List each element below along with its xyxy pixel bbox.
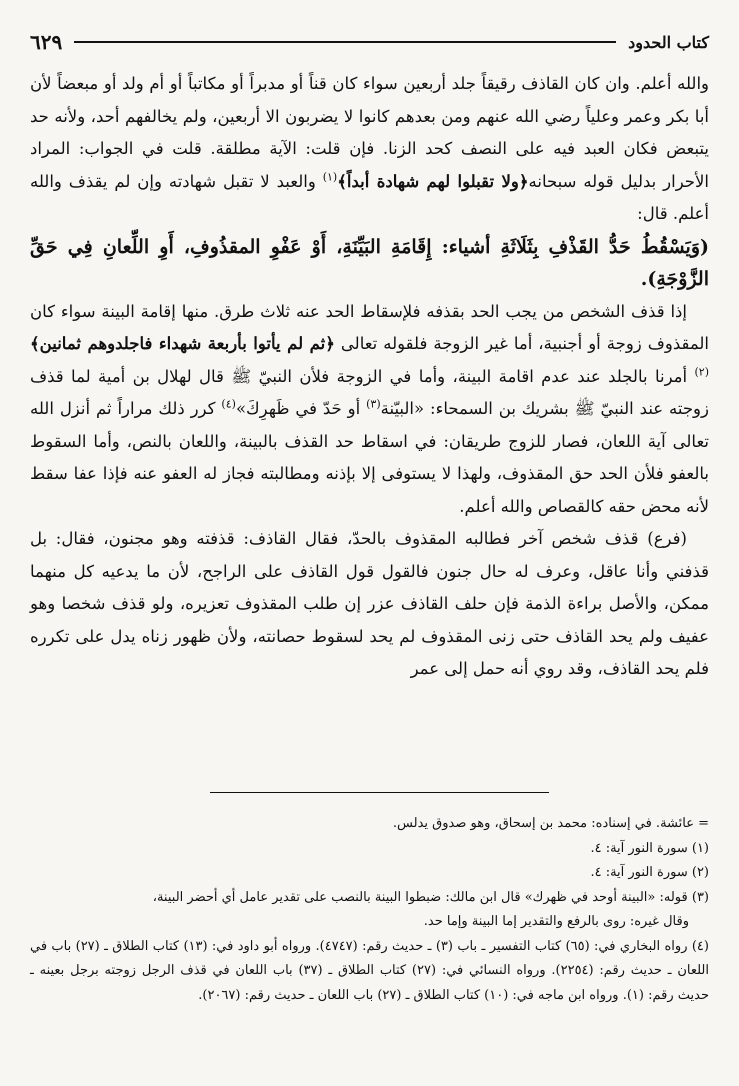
footnote-3: (٣) قوله: «البينة أوحد في ظهرك» قال ابن مالك: ضبطوا البينة بالنصب على تقدير عامل أي أحضر البينة، (152, 889, 709, 905)
footnotes (30, 812, 709, 1008)
p1-tail: والعبد لا تقبل شهادته وإن لم يقذف والله أعلم. قال: (30, 171, 709, 223)
paragraph-1 (30, 68, 709, 231)
paragraph-2 (30, 296, 709, 524)
quran-verse: ﴿ثم لم يأتوا بأربعة شهداء فاجلدوهم ثمانين﴾ (30, 334, 335, 353)
p2-text-a: إذا قذف الشخص من يجب الحد بقذفه فلإسقاط الحد عنه ثلاث طرق. منها إقامة البينة سواء كان المقذوف زوجة أو أجنبية، أما غير الزوجة فلقوله تعالى (30, 301, 709, 353)
p2-text-d: كرر ذلك مراراً ثم أنزل الله تعالى آية اللعان، فصار للزوج طريقان: في اسقاط حد القذف بالبينة، واللعان بالنص، وأما السقوط بالعفو فلأن الحد حق المقذوف، ولهذا لا يستوفى إلا بإذنه ومطالبته فجاز له العفو عنه فإذا عفا سقط لأنه محض حقه كالقصاص والله أعلم. (30, 399, 709, 516)
footnote-ref: (١) (322, 170, 338, 183)
p2-text-b: أمرنا بالجلد عند عدم اقامة البينة، وأما في الزوجة فلأن النبيّ ﷺ قال لهلال بن أمية لما قذف زوجته عند النبيّ ﷺ بشريك بن السمحاء: «البيّنة (30, 366, 709, 418)
footnote-1: (١) سورة النور آية: ٤. (590, 840, 709, 856)
p2-text-c: أو حَدّ في ظَهرِكَ» (235, 399, 367, 418)
footnote-ref: (٣) (366, 397, 381, 411)
page-number: ٦٢٩ (30, 30, 63, 54)
footnote-4: (٤) رواه البخاري في: (٦٥) كتاب التفسير ـ باب (٣) ـ حديث رقم: (٤٧٤٧). ورواه أبو داود في: (١٣) كتاب الطلاق ـ (٢٧) باب في اللعان ـ حديث رقم: (٢٢٥٤). ورواه النسائي في: (٢٧) كتاب الطلاق ـ (٣٧) باب اللعان في قذف الرجل زوجته برجل بعينه ـ حديث رقم: (١). ورواه ابن ماجه في: (١٠) كتاب الطلاق ـ (٢٧) باب اللعان ـ حديث رقم: (٢٠٦٧). (30, 938, 710, 1003)
footnote-2: (٢) سورة النور آية: ٤. (590, 865, 709, 880)
header-rule (74, 41, 616, 43)
quran-verse: ﴿ولا تقبلوا لهم شهادة أبداً﴾ (337, 171, 529, 191)
footnote-continued: = عائشة. في إسناده: محمد بن إسحاق، وهو صدوق يدلس. (392, 816, 709, 831)
footnote-ref: (٤) (221, 397, 236, 411)
footnote-3-continued: وقال غيره: روى بالرفع والتقدير إما البينة وإما حد. (423, 914, 689, 929)
p1-text: والله أعلم. وان كان القاذف رقيقاً جلد أربعين سواء كان قناً أو مدبراً أو مكاتباً أو أم ولد أو مبعضاً لأن أبا بكر وعمر وعلياً رضي الله عنهم ومن بعدهم كانوا لا يضربون الا أربعين، ولم يخالفهم أحد، ولأنه حد يتبعض فكان العبد فيه على النصف كحد الزنا. فإن قلت: الآية مطلقة. قلت في الجواب: المراد الأحرار بدليل قوله سبحانه (30, 74, 710, 191)
paragraph-3: (فرع) قذف شخص آخر فطالبه المقذوف بالحدّ، فقال القاذف: قذفته وهو مجنون، فقال: بل قذفني وأنا عاقل، وعرف له حال جنون فالقول قول القاذف على الراجح، لأن ما يدعيه كل منهما ممكن، والأصل براءة الذمة فإن حلف القاذف عزر إن طلب المقذوف تعزيره، ولو قذف شخصا وهو عفيف ولم يحد القاذف حتى زنى المقذوف لم يحد لسقوط حصانته، ولأن ظهور زناه يدل على تكرره فلم يحد القاذف، وقد روي أنه حمل إلى عمر (30, 529, 709, 678)
running-title: كتاب الحدود (628, 32, 709, 52)
main-text (30, 68, 709, 686)
book-page (30, 22, 709, 1066)
footnote-ref: (٢) (694, 365, 709, 378)
footnote-rule (210, 792, 549, 793)
page-header (30, 22, 709, 62)
matn-text: (وَيَسْقُطُ حَدُّ القَذْفِ بِثَلَاثَةِ أشياء: إِقَامَةِ البَيِّنَةِ، أَوْ عَفْوِ المقذُوفِ، أَوِ اللِّعانِ فِي حَقِّ الزَّوْجَةِ). (30, 235, 709, 290)
